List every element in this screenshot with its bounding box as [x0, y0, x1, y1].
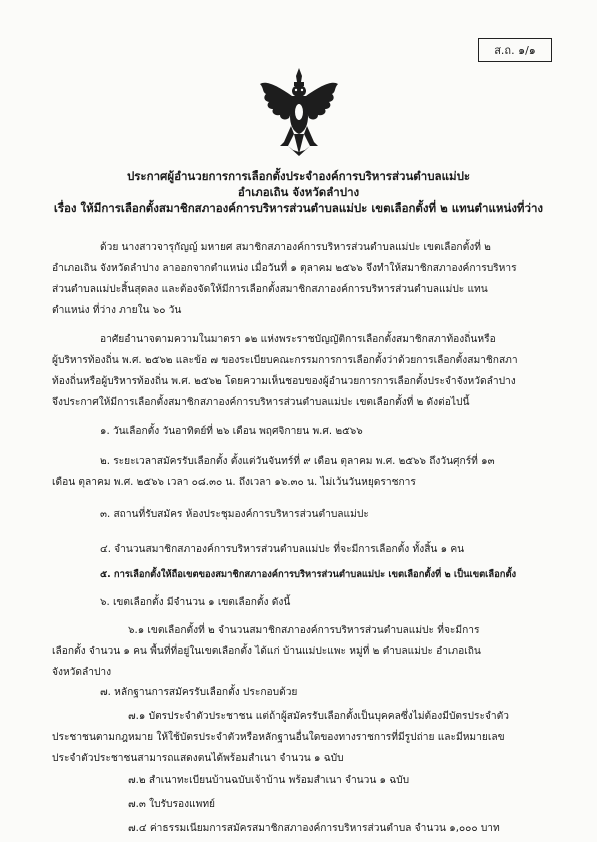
- heading-subject: เรื่อง ให้มีการเลือกตั้งสมาชิกสภาองค์การบริหารส่วนตำบลแม่ปะ เขตเลือกตั้งที่ ๒ แทนตำแหน่งที่ว่าง: [53, 201, 544, 215]
- paragraph-2-line-4: จึงประกาศให้มีการเลือกตั้งสมาชิกสภาองค์การบริหารส่วนตำบลแม่ปะ เขตเลือกตั้งที่ ๒ ดังต่อไปนี้: [52, 397, 470, 408]
- item-5: ๕. การเลือกตั้งให้ถือเขตของสมาชิกสภาองค์การบริหารส่วนตำบลแม่ปะ เขตเลือกตั้งที่ ๒ เป็นเขตเลือกตั้ง: [100, 569, 517, 580]
- item-7-2: ๗.๒ สำเนาทะเบียนบ้านฉบับเจ้าบ้าน พร้อมสำเนา จำนวน ๑ ฉบับ: [128, 775, 410, 786]
- item-6-1-line-2: เลือกตั้ง จำนวน ๑ คน พื้นที่ที่อยู่ในเขตเลือกตั้ง ได้แก่ บ้านแม่ปะแพะ หมู่ที่ ๒ ตำบลแม่ปะ อำเภอเถิน: [52, 646, 481, 657]
- item-6-1-line-1: ๖.๑ เขตเลือกตั้งที่ ๒ จำนวนสมาชิกสภาองค์การบริหารส่วนตำบลแม่ปะ ที่จะมีการ: [128, 625, 480, 636]
- form-code-box: ส.ถ. ๑/๑: [478, 38, 552, 62]
- item-7-1-line-2: ประชาชนตามกฎหมาย ให้ใช้บัตรประจำตัวหรือหลักฐานอื่นใดของทางราชการที่มีรูปถ่าย และมีหมายเลข: [52, 732, 505, 743]
- item-1: ๑. วันเลือกตั้ง วันอาทิตย์ที่ ๒๖ เดือน พฤศจิกายน พ.ศ. ๒๕๖๖: [100, 426, 363, 437]
- garuda-emblem-icon: [258, 66, 340, 158]
- item-6: ๖. เขตเลือกตั้ง มีจำนวน ๑ เขตเลือกตั้ง ดังนี้: [100, 597, 291, 608]
- item-2-line-1: ๒. ระยะเวลาสมัครรับเลือกตั้ง ตั้งแต่วันจันทร์ที่ ๙ เดือน ตุลาคม พ.ศ. ๒๕๖๖ ถึงวันศุกร์ที่ ๑๓: [100, 456, 495, 467]
- heading-line-1: ประกาศผู้อำนวยการการเลือกตั้งประจำองค์การบริหารส่วนตำบลแม่ปะ: [126, 169, 471, 183]
- item-7-1-line-1: ๗.๑ บัตรประจำตัวประชาชน แต่ถ้าผู้สมัครรับเลือกตั้งเป็นบุคคลซึ่งไม่ต้องมีบัตรประจำตัว: [128, 711, 509, 722]
- item-4: ๔. จำนวนสมาชิกสภาองค์การบริหารส่วนตำบลแม่ปะ ที่จะมีการเลือกตั้ง ทั้งสิ้น ๑ คน: [100, 544, 465, 555]
- item-7-3: ๗.๓ ใบรับรองแพทย์: [128, 799, 216, 810]
- item-7-4: ๗.๔ ค่าธรรมเนียมการสมัครสมาชิกสภาองค์การบริหารส่วนตำบล จำนวน ๑,๐๐๐ บาท: [128, 823, 500, 834]
- heading-line-2: อำเภอเถิน จังหวัดลำปาง: [237, 185, 360, 199]
- paragraph-2-line-2: ผู้บริหารท้องถิ่น พ.ศ. ๒๕๖๒ และข้อ ๗ ของระเบียบคณะกรรมการการเลือกตั้งว่าด้วยการเลือกตั้งสมาชิกสภา: [52, 355, 518, 366]
- item-7-1-line-3: ประจำตัวประชาชนสามารถแสดงตนได้พร้อมสำเนา จำนวน ๑ ฉบับ: [52, 753, 344, 764]
- paragraph-2-line-1: อาศัยอำนาจตามความในมาตรา ๑๒ แห่งพระราชบัญญัติการเลือกตั้งสมาชิกสภาท้องถิ่นหรือ: [100, 334, 496, 345]
- paragraph-1-line-2: อำเภอเถิน จังหวัดลำปาง ลาออกจากตำแหน่ง เมื่อวันที่ ๑ ตุลาคม ๒๕๖๖ จึงทำให้สมาชิกสภาองค์การบริหาร: [52, 263, 517, 274]
- paragraph-2-line-3: ท้องถิ่นหรือผู้บริหารท้องถิ่น พ.ศ. ๒๕๖๒ โดยความเห็นชอบของผู้อำนวยการการเลือกตั้งประจำจังหวัดลำปาง: [52, 376, 516, 387]
- paragraph-1-line-1: ด้วย นางสาวจารุกัญญ์ มหายศ สมาชิกสภาองค์การบริหารส่วนตำบลแม่ปะ เขตเลือกตั้งที่ ๒: [100, 242, 491, 253]
- item-7: ๗. หลักฐานการสมัครรับเลือกตั้ง ประกอบด้วย: [100, 687, 298, 698]
- item-3: ๓. สถานที่รับสมัคร ห้องประชุมองค์การบริหารส่วนตำบลแม่ปะ: [100, 509, 369, 520]
- paragraph-1-line-3: ส่วนตำบลแม่ปะสิ้นสุดลง และต้องจัดให้มีการเลือกตั้งสมาชิกสภาองค์การบริหารส่วนตำบลแม่ปะ แทน: [52, 284, 488, 295]
- item-2-line-2: เดือน ตุลาคม พ.ศ. ๒๕๖๖ เวลา ๐๘.๓๐ น. ถึงเวลา ๑๖.๓๐ น. ไม่เว้นวันหยุดราชการ: [52, 477, 416, 488]
- paragraph-1-line-4: ตำแหน่ง ที่ว่าง ภายใน ๖๐ วัน: [52, 305, 182, 316]
- item-6-1-line-3: จังหวัดลำปาง: [52, 667, 112, 678]
